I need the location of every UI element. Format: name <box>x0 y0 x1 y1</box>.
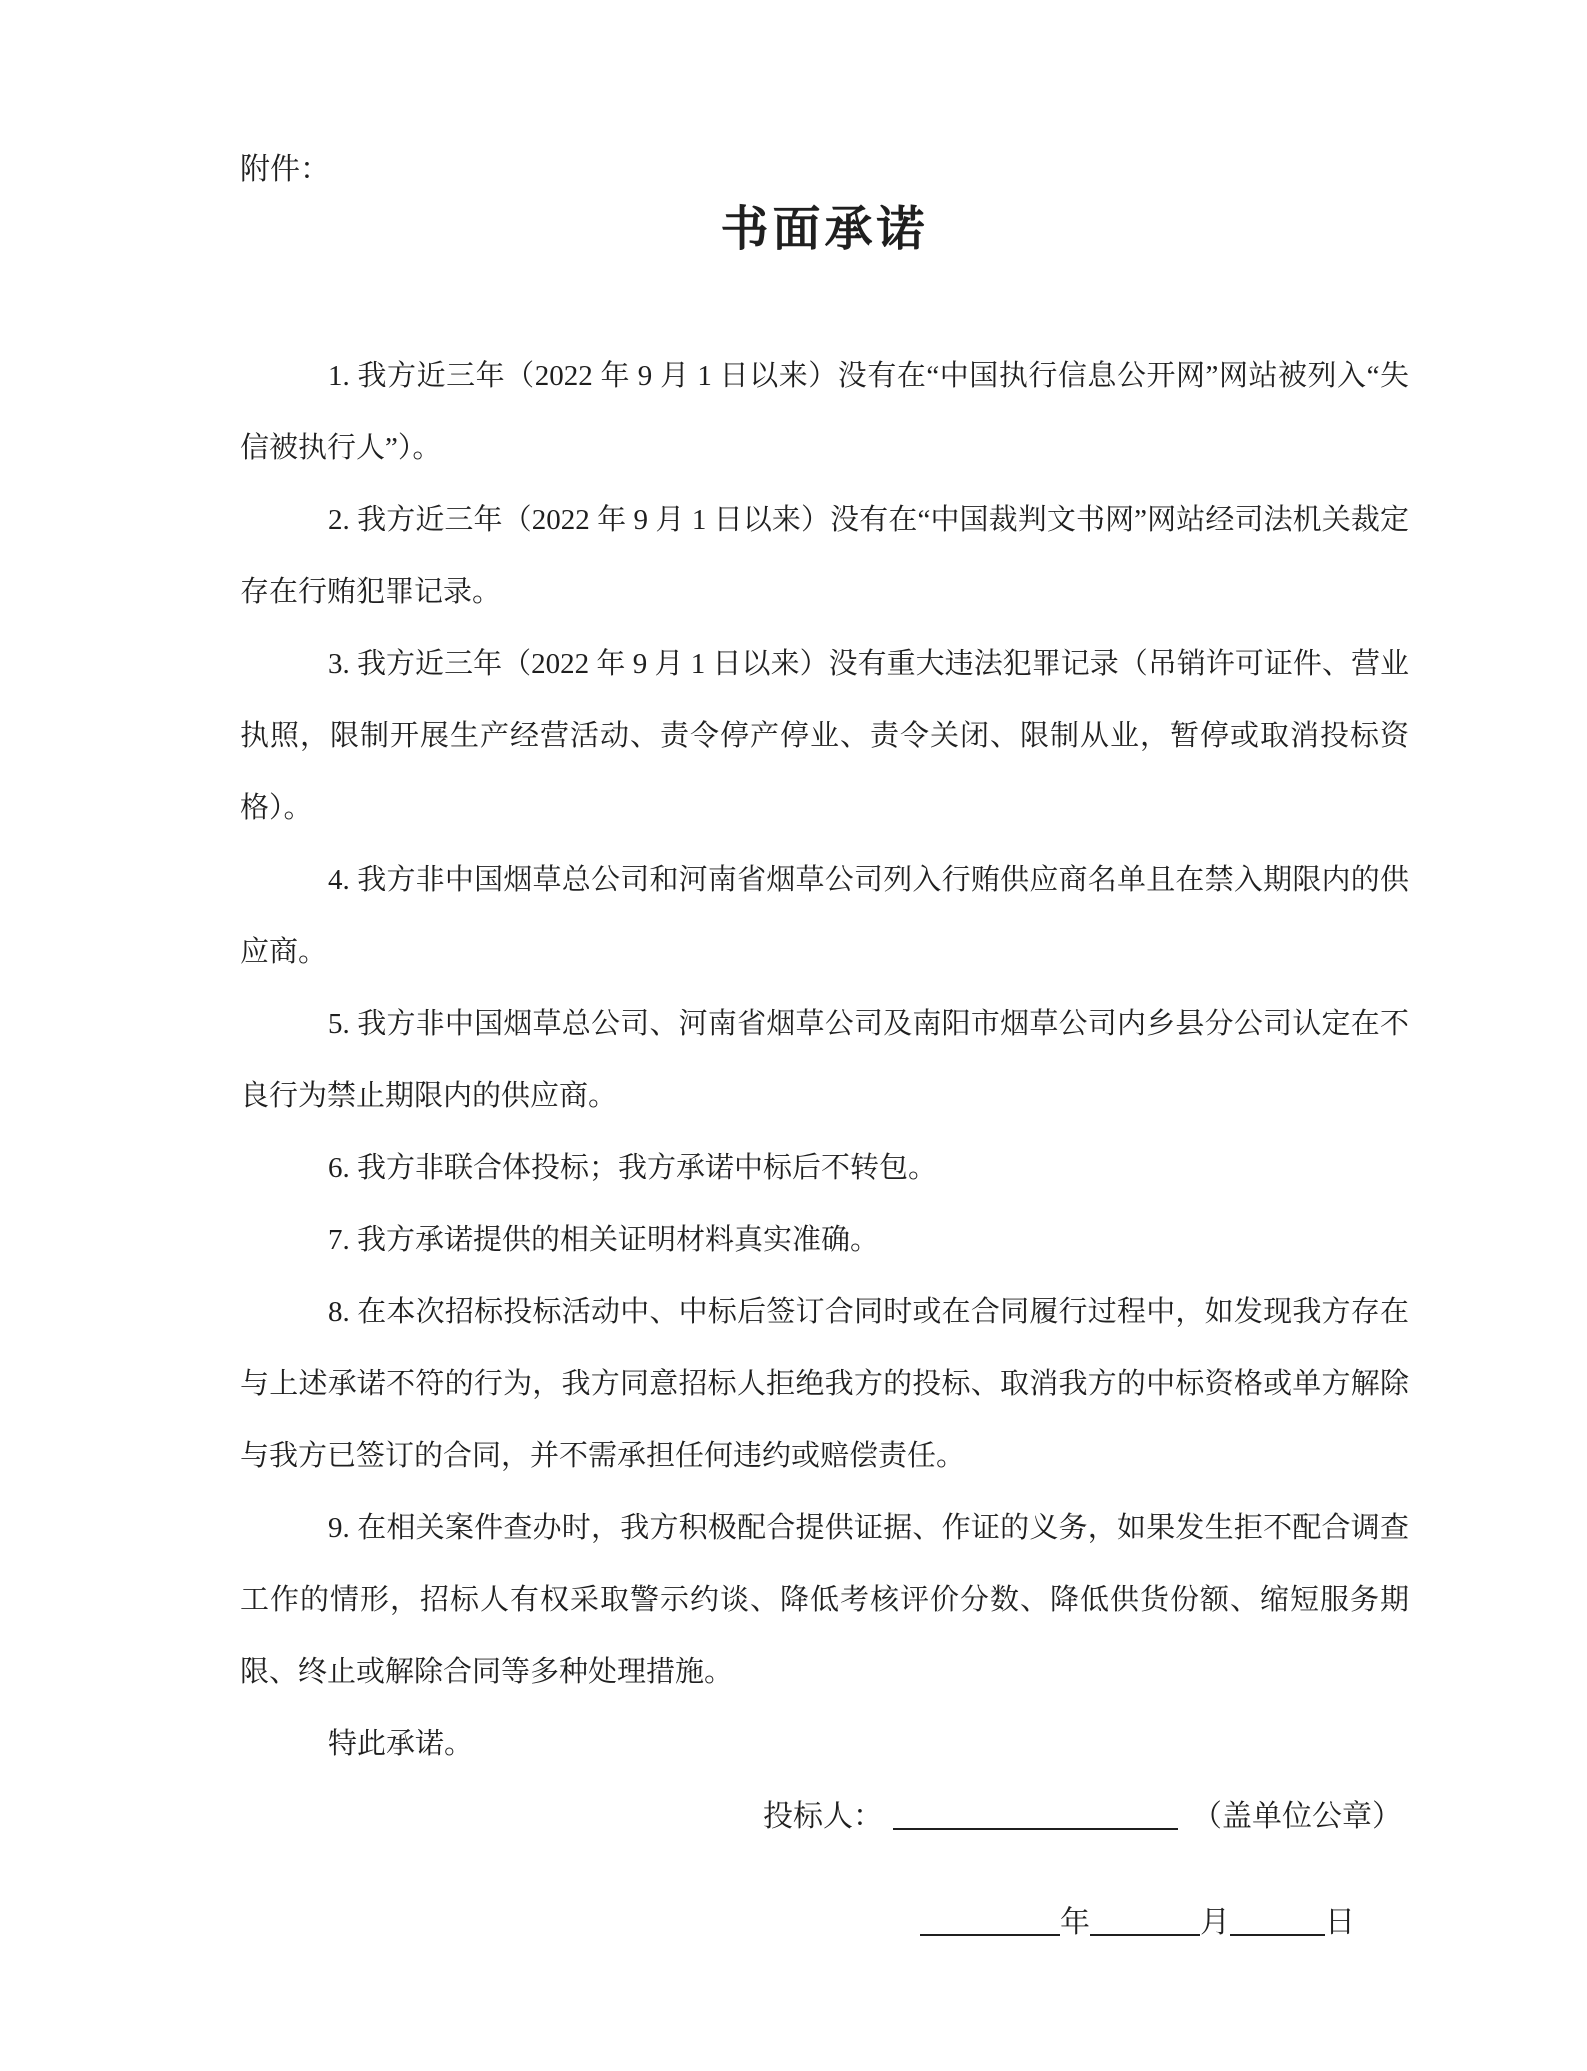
paragraph-4: 4. 我方非中国烟草总公司和河南省烟草公司列入行贿供应商名单且在禁入期限内的供应商。 <box>240 864 1409 968</box>
attachment-label: 附件： <box>240 153 330 186</box>
paragraph-1: 1. 我方近三年（2022 年 9 月 1 日以来）没有在“中国执行信息公开网”网站被列入“失信被执行人”）。 <box>240 360 1409 464</box>
seal-instruction: （盖单位公章） <box>1192 1800 1402 1833</box>
month-blank <box>1090 1902 1200 1936</box>
closing-statement: 特此承诺。 <box>328 1728 474 1760</box>
paragraph-2: 2. 我方近三年（2022 年 9 月 1 日以来）没有在“中国裁判文书网”网站经司法机关裁定存在行贿犯罪记录。 <box>240 504 1409 608</box>
document-title: 书面承诺 <box>720 203 929 256</box>
day-blank <box>1230 1902 1325 1936</box>
paragraph-9: 9. 在相关案件查办时，我方积极配合提供证据、作证的义务，如果发生拒不配合调查工作的情形，招标人有权采取警示约谈、降低考核评价分数、降低供货份额、缩短服务期限、终止或解除合同等多种处理措施。 <box>240 1512 1409 1688</box>
month-label: 月 <box>1200 1906 1230 1939</box>
bidder-label: 投标人： <box>763 1800 883 1833</box>
paragraph-3: 3. 我方近三年（2022 年 9 月 1 日以来）没有重大违法犯罪记录（吊销许可证件、营业执照，限制开展生产经营活动、责令停产停业、责令关闭、限制从业，暂停或取消投标资格）。 <box>240 648 1409 824</box>
day-label: 日 <box>1325 1906 1355 1939</box>
document-body <box>240 340 1409 1780</box>
year-blank <box>920 1902 1060 1936</box>
paragraph-5: 5. 我方非中国烟草总公司、河南省烟草公司及南阳市烟草公司内乡县分公司认定在不良行为禁止期限内的供应商。 <box>240 1008 1409 1112</box>
paragraph-8: 8. 在本次招标投标活动中、中标后签订合同时或在合同履行过程中，如发现我方存在与上述承诺不符的行为，我方同意招标人拒绝我方的投标、取消我方的中标资格或单方解除与我方已签订的合同，并不需承担任何违约或赔偿责任。 <box>240 1296 1409 1472</box>
date-line <box>920 1898 1409 1948</box>
signature-block <box>240 1792 1409 1948</box>
paragraph-6: 6. 我方非联合体投标；我方承诺中标后不转包。 <box>328 1152 938 1184</box>
bidder-line <box>763 1792 1409 1842</box>
paragraph-7: 7. 我方承诺提供的相关证明材料真实准确。 <box>328 1224 880 1256</box>
year-label: 年 <box>1060 1906 1090 1939</box>
bidder-signature-blank <box>893 1796 1178 1830</box>
